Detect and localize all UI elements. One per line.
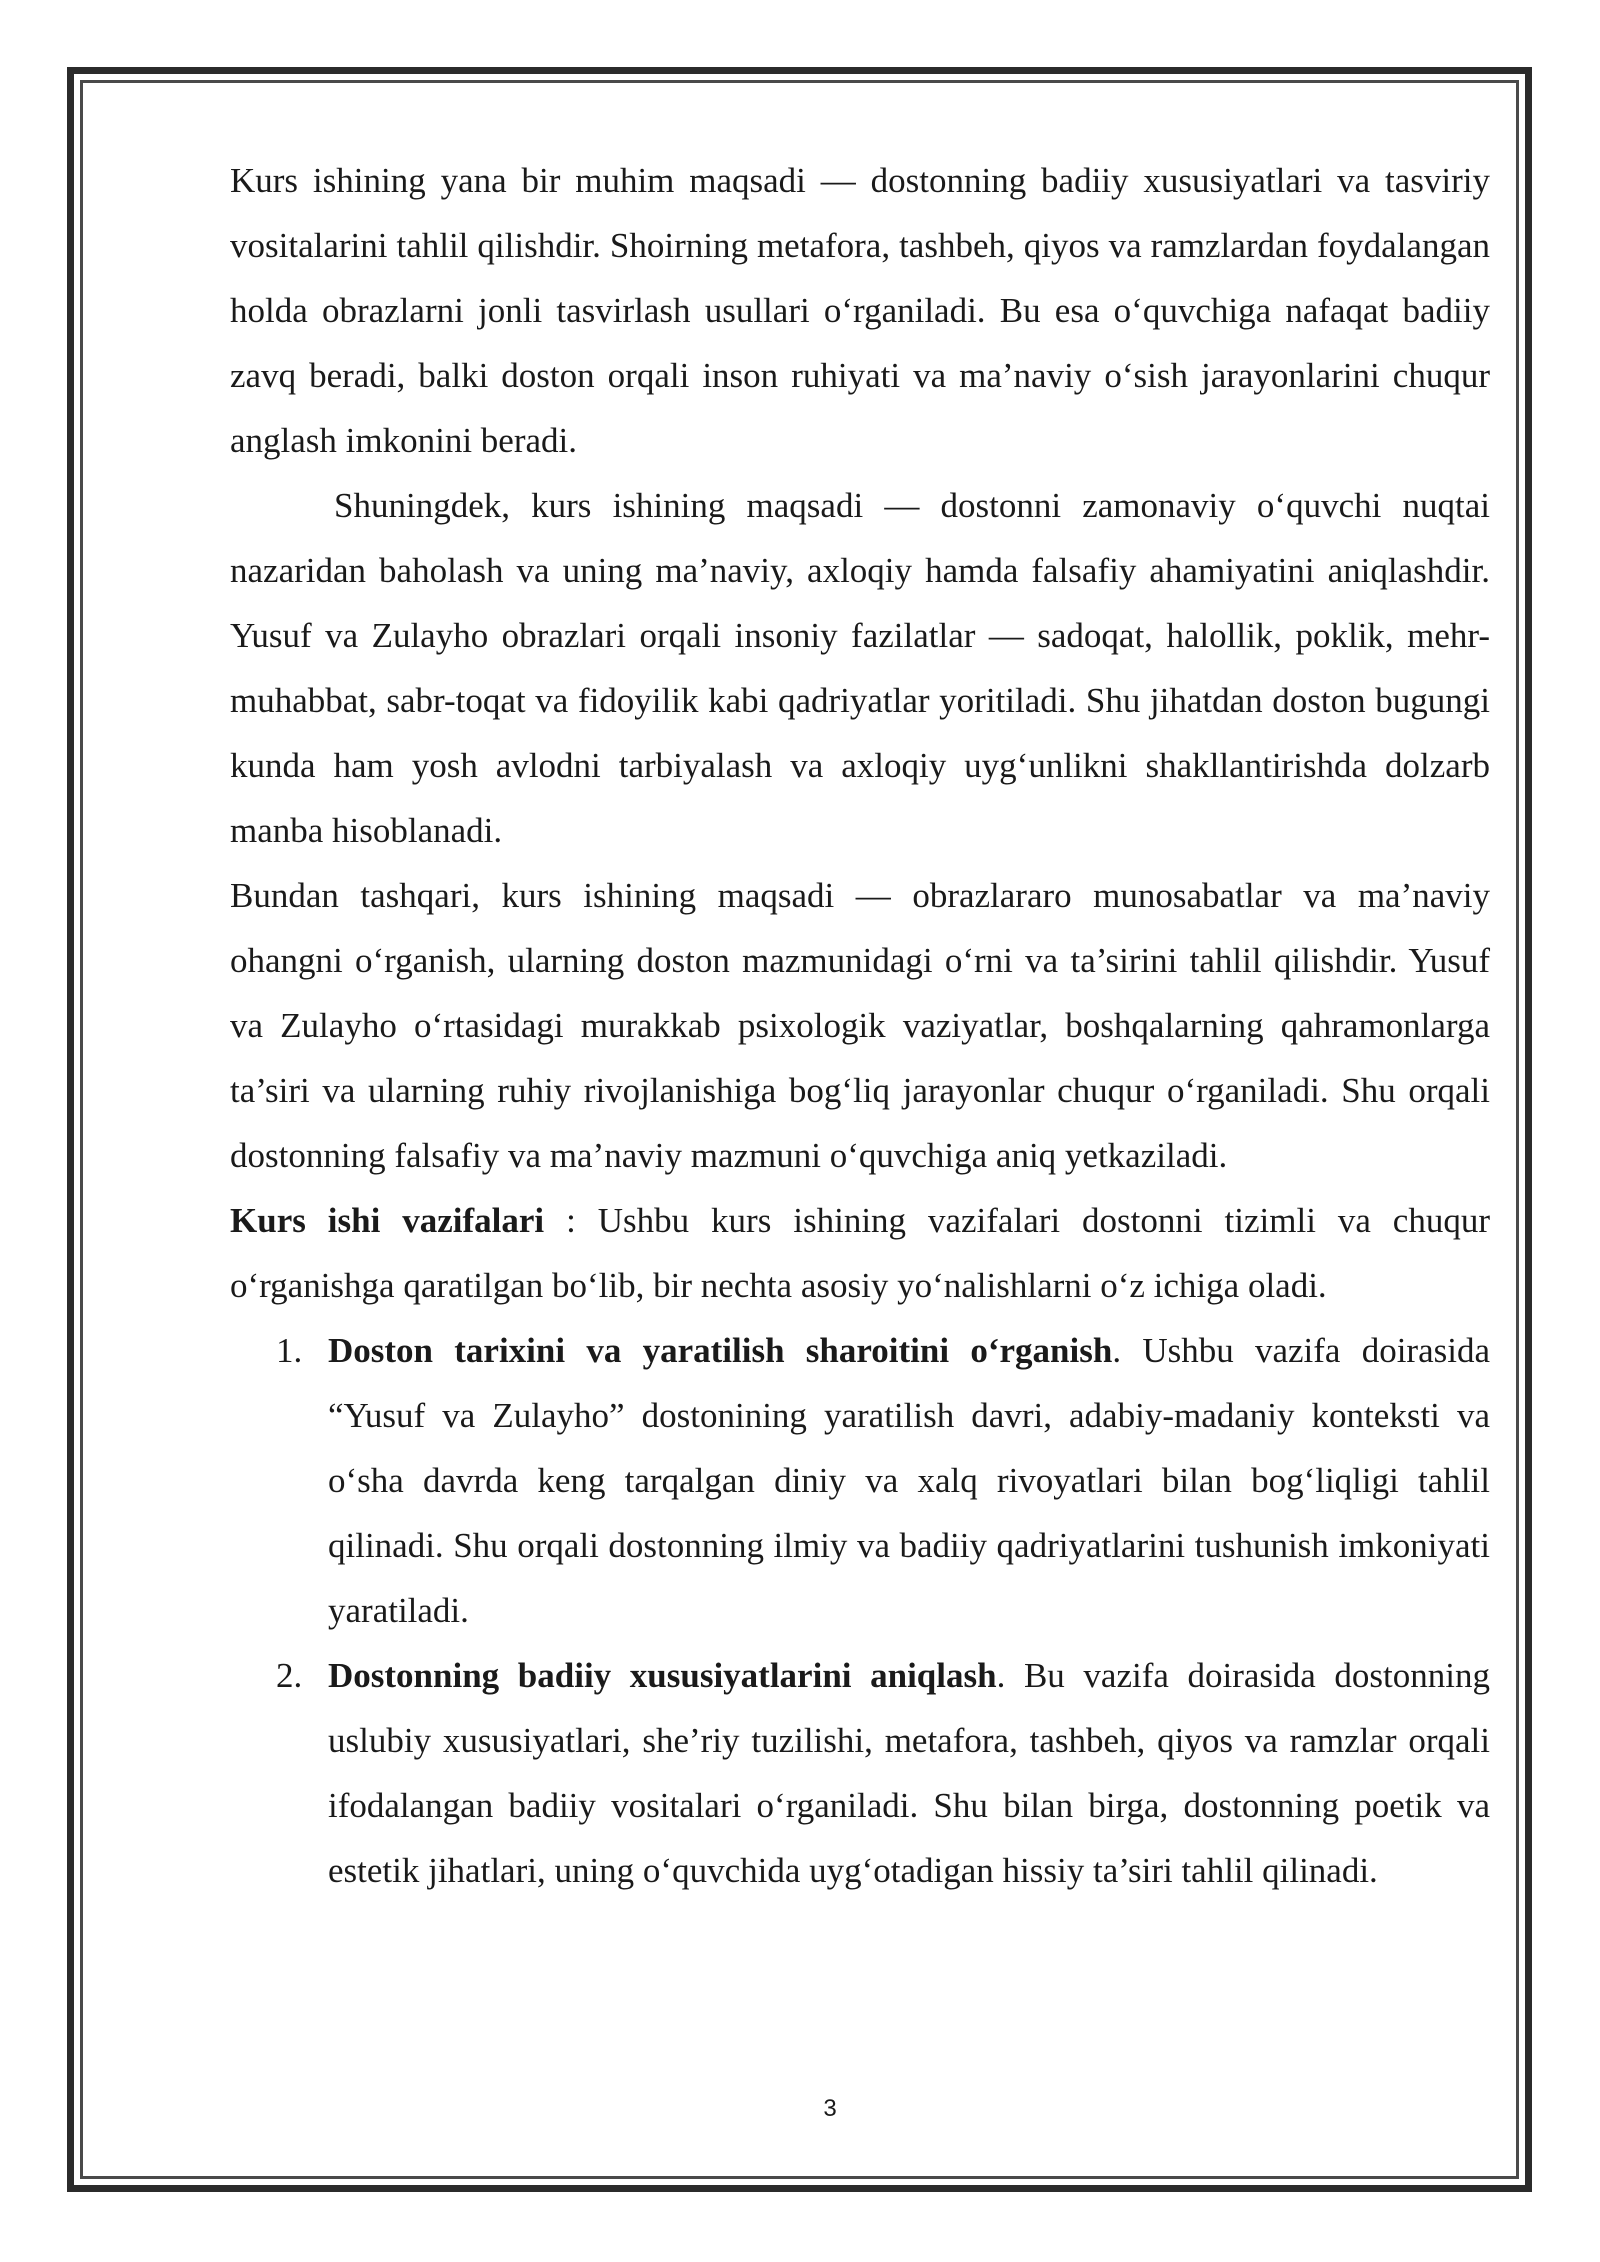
paragraph-goal-relations: Bundan tashqari, kurs ishining maqsadi — obrazlararo munosabatlar va ma’naviy ohangni o‘rganish, ularning doston mazmunidagi o‘rni va ta’sirini tahlil qilishdir. Yusuf va Zulayho o‘rtasidagi murakkab psixologik vaziyatlar, boshqalarning qahramonlarga ta’siri va ularning ruhiy rivojlanishiga bog‘liq jarayonlar chuqur o‘rganiladi. Shu orqali dostonning falsafiy va ma’naviy mazmuni o‘quvchiga aniq yetkaziladi.	[230, 876, 1490, 1175]
tasks-paragraph	[230, 1188, 1490, 1318]
list-item-number: 2.	[276, 1656, 303, 1695]
tasks-intro: Ushbu kurs ishining vazifalari dostonni tizimli va chuqur o‘rganishga qaratilgan bo‘lib, bir nechta asosiy yo‘nalishlarni o‘z ichiga oladi.	[230, 1201, 1490, 1305]
list-item	[230, 1643, 1490, 1903]
list-item-number: 1.	[276, 1331, 303, 1370]
paragraph-goal-artistic: Kurs ishining yana bir muhim maqsadi — dostonning badiiy xususiyatlari va tasviriy vositalarini tahlil qilishdir. Shoirning metafora, tashbeh, qiyos va ramzlardan foydalangan holda obrazlarni jonli tasvirlash usullari o‘rganiladi. Bu esa o‘quvchiga nafaqat badiiy zavq beradi, balki doston orqali inson ruhiyati va ma’naviy o‘sish jarayonlarini chuqur anglash imkonini beradi.	[230, 161, 1490, 460]
page-number: 3	[823, 2095, 837, 2122]
list-item-text: . Ushbu vazifa doirasida “Yusuf va Zulayho” dostonining yaratilish davri, adabiy-madaniy konteksti va o‘sha davrda keng tarqalgan diniy va xalq rivoyatlari bilan bog‘liqligi tahlil qilinadi. Shu orqali dostonning ilmiy va badiiy qadriyatlarini tushunish imkoniyati yaratiladi.	[328, 1331, 1490, 1630]
list-item-title: Dostonning badiiy xususiyatlarini aniqlash	[328, 1656, 997, 1695]
list-item-text: . Bu vazifa doirasida dostonning uslubiy xususiyatlari, she’riy tuzilishi, metafora, tashbeh, qiyos va ramzlar orqali ifodalangan badiiy vositalari o‘rganiladi. Shu bilan birga, dostonning poetik va estetik jihatlari, uning o‘quvchida uyg‘otadigan hissiy ta’siri tahlil qilinadi.	[328, 1656, 1490, 1890]
paragraph-goal-modern: Shuningdek, kurs ishining maqsadi — dostonni zamonaviy o‘quvchi nuqtai nazaridan baholash va uning ma’naviy, axloqiy hamda falsafiy ahamiyatini aniqlashdir. Yusuf va Zulayho obrazlari orqali insoniy fazilatlar — sadoqat, halollik, poklik, mehr-muhabbat, sabr-toqat va fidoyilik kabi qadriyatlar yoritiladi. Shu jihatdan doston bugungi kunda ham yosh avlodni tarbiyalash va axloqiy uyg‘unlikni shakllantirishda dolzarb manba hisoblanadi.	[230, 486, 1490, 850]
tasks-heading: Kurs ishi vazifalari	[230, 1201, 545, 1240]
tasks-list	[230, 1318, 1490, 1903]
tasks-separator: :	[544, 1201, 598, 1240]
document-body	[230, 148, 1490, 1903]
list-item-title: Doston tarixini va yaratilish sharoitini o‘rganish	[328, 1331, 1113, 1370]
list-item	[230, 1318, 1490, 1643]
